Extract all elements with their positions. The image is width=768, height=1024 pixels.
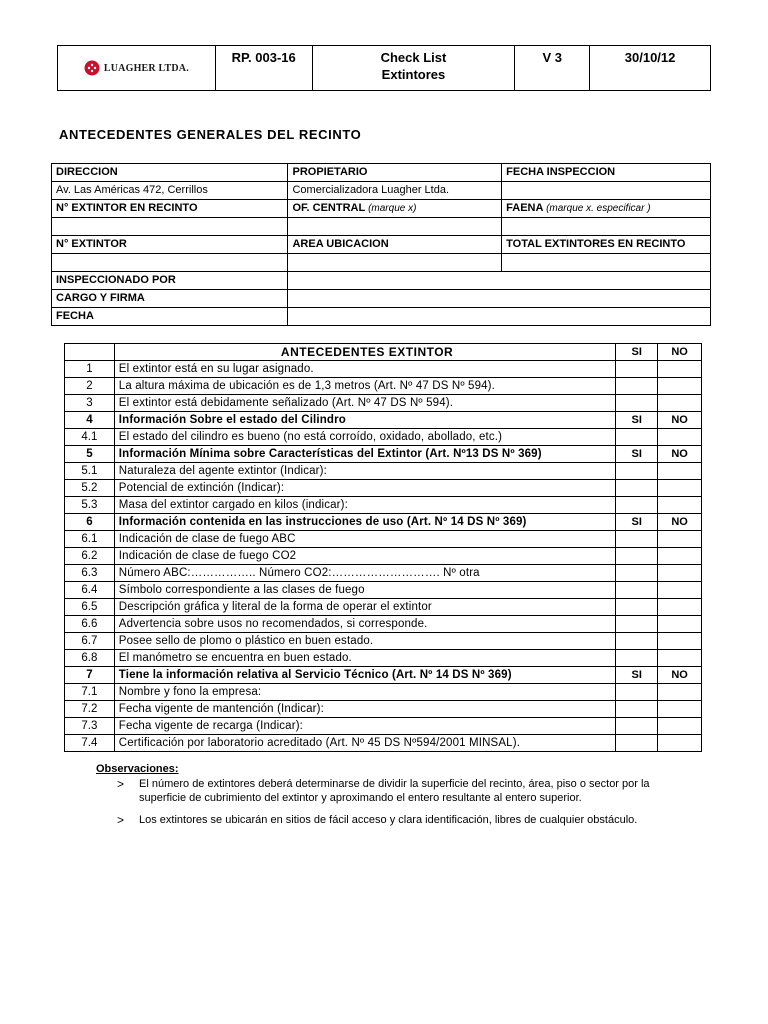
inspeccionado-por-field[interactable]: [288, 272, 711, 290]
company-logo-icon: [84, 60, 100, 76]
checklist-item-text: Fecha vigente de recarga (Indicar):: [114, 718, 616, 735]
checklist-item-row: [65, 582, 702, 599]
faena-label: [502, 200, 711, 218]
checklist-item-number: 6.8: [65, 650, 115, 667]
fecha-inspeccion-field[interactable]: [502, 182, 711, 200]
si-checkbox-cell[interactable]: [616, 531, 658, 548]
no-checkbox-cell[interactable]: [658, 497, 702, 514]
no-checkbox-cell[interactable]: [658, 599, 702, 616]
si-checkbox-cell[interactable]: [616, 701, 658, 718]
no-checkbox-cell[interactable]: [658, 480, 702, 497]
checklist-item-text: Indicación de clase de fuego CO2: [114, 548, 616, 565]
checklist-item-row: [65, 361, 702, 378]
checklist-item-row: [65, 395, 702, 412]
checklist-item-text: Naturaleza del agente extintor (Indicar):: [114, 463, 616, 480]
si-checkbox-cell[interactable]: [616, 548, 658, 565]
checklist-item-row: [65, 718, 702, 735]
of-central-hint: (marque x): [368, 203, 417, 214]
document-code: RP. 003-16: [215, 46, 312, 91]
document-title: [312, 46, 515, 91]
checklist-item-text: La altura máxima de ubicación es de 1,3 metros (Art. Nº 47 DS Nº 594).: [114, 378, 616, 395]
observacion-item: [96, 777, 699, 805]
no-checkbox-cell[interactable]: [658, 701, 702, 718]
checklist-section-row: [65, 446, 702, 463]
no-checkbox-cell[interactable]: [658, 582, 702, 599]
si-checkbox-cell[interactable]: [616, 599, 658, 616]
checklist-title: ANTECEDENTES EXTINTOR: [114, 344, 616, 361]
n-extintor-label: N° EXTINTOR: [52, 236, 288, 254]
si-checkbox-cell[interactable]: [616, 480, 658, 497]
bullet-arrow-icon: >: [117, 813, 125, 827]
document-header: [57, 45, 711, 91]
total-extintores-field[interactable]: [502, 254, 711, 272]
checklist-item-number: 7: [65, 667, 115, 684]
si-checkbox-cell[interactable]: [616, 650, 658, 667]
checklist-item-number: 7.3: [65, 718, 115, 735]
fecha-inspeccion-label: FECHA INSPECCION: [502, 164, 711, 182]
no-header: NO: [658, 412, 702, 429]
no-checkbox-cell[interactable]: [658, 718, 702, 735]
observacion-text: El número de extintores deberá determinarse de dividir la superficie del recinto, área, piso o sector por la superficie de cubrimiento del extintor y aproximando el entero resultante al entero superior.: [139, 778, 650, 804]
checklist-item-text: Información Mínima sobre Características del Extintor (Art. Nº13 DS Nº 369): [114, 446, 616, 463]
cargo-firma-field[interactable]: [288, 290, 711, 308]
checklist-item-text: Potencial de extinción (Indicar):: [114, 480, 616, 497]
checklist-item-row: [65, 565, 702, 582]
no-checkbox-cell[interactable]: [658, 565, 702, 582]
checklist-item-row: [65, 497, 702, 514]
checklist-item-number: 7.2: [65, 701, 115, 718]
n-extintor-field[interactable]: [52, 254, 288, 272]
checklist-item-text: El extintor está debidamente señalizado (Art. Nº 47 DS Nº 594).: [114, 395, 616, 412]
checklist-item-text: Advertencia sobre usos no recomendados, si corresponde.: [114, 616, 616, 633]
no-checkbox-cell[interactable]: [658, 395, 702, 412]
observacion-text: Los extintores se ubicarán en sitios de fácil acceso y clara identificación, libres de cualquier obstáculo.: [139, 814, 638, 826]
checklist-item-number: 1: [65, 361, 115, 378]
no-checkbox-cell[interactable]: [658, 429, 702, 446]
direccion-field[interactable]: Av. Las Américas 472, Cerrillos: [52, 182, 288, 200]
document-version: V 3: [515, 46, 590, 91]
si-checkbox-cell[interactable]: [616, 633, 658, 650]
company-logo-cell: [58, 46, 216, 91]
checklist-item-text: Indicación de clase de fuego ABC: [114, 531, 616, 548]
checklist-item-row: [65, 531, 702, 548]
area-ubicacion-label: AREA UBICACION: [288, 236, 502, 254]
total-extintores-label: TOTAL EXTINTORES EN RECINTO: [502, 236, 711, 254]
no-checkbox-cell[interactable]: [658, 633, 702, 650]
checklist-item-text: Masa del extintor cargado en kilos (indicar):: [114, 497, 616, 514]
n-extintor-recinto-label: N° EXTINTOR EN RECINTO: [52, 200, 288, 218]
checklist-section-row: [65, 514, 702, 531]
checklist-item-number: 6.7: [65, 633, 115, 650]
no-checkbox-cell[interactable]: [658, 650, 702, 667]
bullet-arrow-icon: >: [117, 777, 125, 791]
checklist-item-text: Certificación por laboratorio acreditado (Art. Nº 45 DS Nº594/2001 MINSAL).: [114, 735, 616, 752]
of-central-label: [288, 200, 502, 218]
si-checkbox-cell[interactable]: [616, 582, 658, 599]
checklist-item-text: El manómetro se encuentra en buen estado.: [114, 650, 616, 667]
extintor-checklist-table: [64, 343, 702, 752]
no-header: NO: [658, 667, 702, 684]
checklist-item-text: Número ABC:…………….. Número CO2:………………………. Nº otra: [114, 565, 616, 582]
checklist-item-row: [65, 378, 702, 395]
si-checkbox-cell[interactable]: [616, 497, 658, 514]
checklist-item-row: [65, 599, 702, 616]
checklist-item-row: [65, 480, 702, 497]
faena-hint: (marque x. especificar ): [546, 203, 651, 214]
document-date: 30/10/12: [590, 46, 711, 91]
si-header: SI: [616, 412, 658, 429]
company-name: LUAGHER LTDA.: [103, 62, 189, 74]
area-ubicacion-field[interactable]: [288, 254, 502, 272]
no-checkbox-cell[interactable]: [658, 684, 702, 701]
checklist-item-number: 3: [65, 395, 115, 412]
faena-label-text: FAENA: [506, 202, 544, 214]
fecha-field[interactable]: [288, 308, 711, 326]
checklist-item-number: 6.4: [65, 582, 115, 599]
checklist-item-number: 6.5: [65, 599, 115, 616]
no-header: NO: [658, 344, 702, 361]
checklist-item-row: [65, 650, 702, 667]
checklist-item-text: Fecha vigente de mantención (Indicar):: [114, 701, 616, 718]
checklist-item-row: [65, 616, 702, 633]
checklist-item-text: El extintor está en su lugar asignado.: [114, 361, 616, 378]
checklist-item-row: [65, 701, 702, 718]
si-header: SI: [616, 446, 658, 463]
checklist-item-row: [65, 684, 702, 701]
checklist-item-number: 6.1: [65, 531, 115, 548]
faena-field[interactable]: [502, 218, 711, 236]
checklist-item-text: Tiene la información relativa al Servicio Técnico (Art. Nº 14 DS Nº 369): [114, 667, 616, 684]
si-checkbox-cell[interactable]: [616, 565, 658, 582]
checklist-item-number: 7.4: [65, 735, 115, 752]
observacion-item: [96, 813, 699, 827]
document-title-line-1: Check List: [380, 50, 447, 65]
checklist-item-text: Símbolo correspondiente a las clases de fuego: [114, 582, 616, 599]
checklist-section-row: [65, 667, 702, 684]
of-central-field[interactable]: [288, 218, 502, 236]
si-checkbox-cell[interactable]: [616, 718, 658, 735]
checklist-header-row: [65, 344, 702, 361]
checklist-item-row: [65, 735, 702, 752]
no-checkbox-cell[interactable]: [658, 548, 702, 565]
no-checkbox-cell[interactable]: [658, 616, 702, 633]
si-checkbox-cell[interactable]: [616, 463, 658, 480]
checklist-item-number: 4.1: [65, 429, 115, 446]
no-header: NO: [658, 446, 702, 463]
fecha-label: FECHA: [52, 308, 288, 326]
direccion-label: DIRECCION: [52, 164, 288, 182]
checklist-section-row: [65, 412, 702, 429]
no-checkbox-cell[interactable]: [658, 361, 702, 378]
observaciones-title: Observaciones:: [96, 763, 179, 775]
si-checkbox-cell[interactable]: [616, 735, 658, 752]
inspeccionado-por-label: INSPECCIONADO POR: [52, 272, 288, 290]
si-checkbox-cell[interactable]: [616, 378, 658, 395]
checklist-item-number: 6.2: [65, 548, 115, 565]
no-checkbox-cell[interactable]: [658, 378, 702, 395]
checklist-item-number: 5.2: [65, 480, 115, 497]
si-header: SI: [616, 514, 658, 531]
si-header: SI: [616, 667, 658, 684]
checklist-item-number: 7.1: [65, 684, 115, 701]
checklist-item-number: 6.3: [65, 565, 115, 582]
general-info-table: [51, 163, 711, 326]
propietario-field[interactable]: Comercializadora Luagher Ltda.: [288, 182, 502, 200]
no-checkbox-cell[interactable]: [658, 463, 702, 480]
document-title-line-2: Extintores: [381, 67, 446, 82]
no-checkbox-cell[interactable]: [658, 735, 702, 752]
si-checkbox-cell[interactable]: [616, 616, 658, 633]
checklist-item-number: 5: [65, 446, 115, 463]
checklist-item-number: 6.6: [65, 616, 115, 633]
checklist-item-row: [65, 548, 702, 565]
checklist-header-num: [65, 344, 115, 361]
checklist-item-row: [65, 429, 702, 446]
section-title: ANTECEDENTES GENERALES DEL RECINTO: [59, 127, 362, 142]
checklist-item-number: 6: [65, 514, 115, 531]
si-header: SI: [616, 344, 658, 361]
observaciones-section: [96, 763, 699, 827]
si-checkbox-cell[interactable]: [616, 395, 658, 412]
checklist-item-text: Información Sobre el estado del Cilindro: [114, 412, 616, 429]
checklist-item-text: El estado del cilindro es bueno (no está corroído, oxidado, abollado, etc.): [114, 429, 616, 446]
si-checkbox-cell[interactable]: [616, 684, 658, 701]
checklist-item-text: Nombre y fono la empresa:: [114, 684, 616, 701]
si-checkbox-cell[interactable]: [616, 361, 658, 378]
checklist-item-text: Descripción gráfica y literal de la forma de operar el extintor: [114, 599, 616, 616]
checklist-item-number: 5.3: [65, 497, 115, 514]
checklist-item-text: Información contenida en las instrucciones de uso (Art. Nº 14 DS Nº 369): [114, 514, 616, 531]
si-checkbox-cell[interactable]: [616, 429, 658, 446]
cargo-firma-label: CARGO Y FIRMA: [52, 290, 288, 308]
propietario-label: PROPIETARIO: [288, 164, 502, 182]
checklist-item-number: 4: [65, 412, 115, 429]
no-header: NO: [658, 514, 702, 531]
of-central-label-text: OF. CENTRAL: [292, 202, 366, 214]
checklist-item-number: 5.1: [65, 463, 115, 480]
checklist-item-row: [65, 633, 702, 650]
checklist-item-text: Posee sello de plomo o plástico en buen estado.: [114, 633, 616, 650]
checklist-item-row: [65, 463, 702, 480]
n-extintor-recinto-field[interactable]: [52, 218, 288, 236]
checklist-item-number: 2: [65, 378, 115, 395]
no-checkbox-cell[interactable]: [658, 531, 702, 548]
